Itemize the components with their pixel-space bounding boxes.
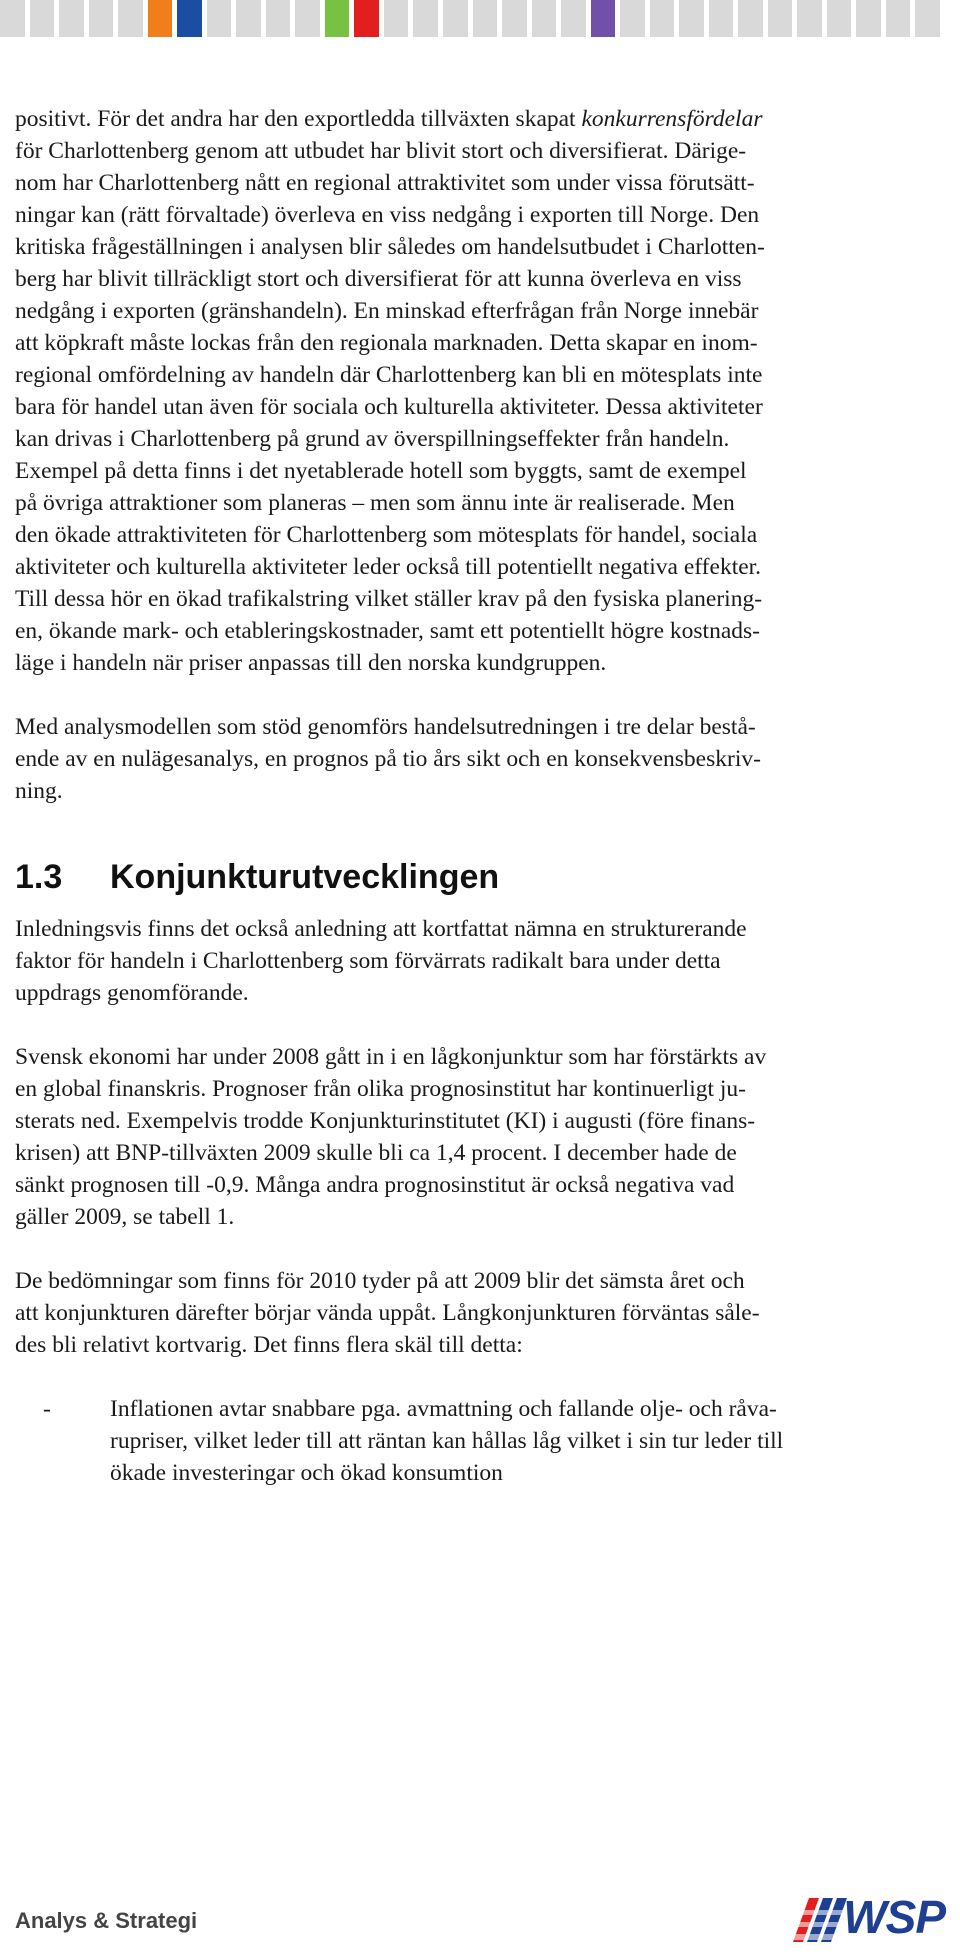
color-bar-segment (413, 0, 438, 37)
color-bar-segment (118, 0, 143, 37)
color-bar-segment (148, 0, 173, 37)
color-bar-segment (738, 0, 763, 37)
color-bar-segment (502, 0, 527, 37)
color-bar-segment (768, 0, 793, 37)
color-bar-segment (325, 0, 350, 37)
section-number: 1.3 (15, 858, 63, 896)
color-bar-segment (915, 0, 940, 37)
paragraph-structural-factor: Inledningsvis finns det också anledning att kortfattat nämna en strukturerande faktor för handeln i Charlottenberg som förvärrats radikalt bara under detta uppdrags genomförande. (15, 916, 747, 1006)
color-bar-segment (532, 0, 557, 37)
header-color-bar (0, 0, 940, 37)
reasons-list (15, 1393, 940, 1489)
color-bar-segment (886, 0, 911, 37)
paragraph-analysis-model: Med analysmodellen som stöd genomförs handelsutredningen i tre delar bestå- ende av en nulägesanalys, en prognos på tio års sikt och en konsekvensbeskriv- ning. (15, 714, 761, 804)
color-bar-segment (59, 0, 84, 37)
color-bar-segment (591, 0, 616, 37)
emphasized-term: konkurrensfördelar (581, 106, 763, 132)
color-bar-segment (650, 0, 675, 37)
color-bar-segment (236, 0, 261, 37)
color-bar-segment (561, 0, 586, 37)
color-bar-segment (207, 0, 232, 37)
color-bar-segment (354, 0, 379, 37)
color-bar-segment (384, 0, 409, 37)
color-bar-segment (443, 0, 468, 37)
footer-label: Analys & Strategi (15, 1908, 198, 1933)
paragraph-swedish-economy: Svensk ekonomi har under 2008 gått in i en lågkonjunktur som har förstärkts av en global finanskris. Prognoser från olika prognosinstitut har kontinuerligt ju- sterats ned. Exempelvis trodde Konjunkturinstitutet (KI) i augusti (före finans- krisen) att BNP-tillväxten 2009 skulle bli ca 1,4 procent. I december hade de sänkt prognosen till -0,9. Många andra prognosinstitut är också negativa vad gäller 2009, se tabell 1. (15, 1044, 767, 1230)
color-bar-segment (0, 0, 25, 37)
paragraph-intro: positivt. För det andra har den exportledda tillväxten skapat konkurrensfördelar för Charlottenberg genom att utbudet har blivit stort och diversifierat. Därige- nom har Charlottenberg nått en regional attraktivitet som under vissa förutsätt- ningar kan (rätt förvaltade) överleva en viss nedgång i exporten till Norge. Den kritiska frågeställningen i analysen blir således om handelsutbudet i Charlotten- berg har blivit tillräckligt stort och diversifierat för att kunna överleva en viss nedgång i exporten (gränshandeln). En minskad efterfrågan från Norge innebär att köpkraft måste lockas från den regionala marknaden. Detta skapar en inom- regional omfördelning av handeln där Charlottenberg kan bli en mötesplats inte bara för handel utan även för sociala och kulturella aktiviteter. Dessa aktiviteter kan drivas i Charlottenberg på grund av överspillningseffekter från handeln. Exempel på detta finns i det nyetablerade hotell som byggts, samt de exempel på övriga attraktioner som planeras – men som ännu inte är realiserade. Men den ökade attraktiviteten för Charlottenberg som mötesplats för handel, sociala aktiviteter och kulturella aktiviteter leder också till potentiellt negativa effekter. Till dessa hör en ökad trafikalstring vilket ställer krav på den fysiska planering- en, ökande mark- och etableringskostnader, samt ett potentiellt högre kostnads- läge i handeln när priser anpassas till den norska kundgruppen. (15, 106, 765, 676)
wsp-logo-text: WSP (843, 1891, 945, 1943)
list-item (15, 1393, 940, 1489)
wsp-logo (791, 1890, 945, 1944)
section-title: Konjunkturutvecklingen (110, 858, 500, 896)
color-bar-segment (679, 0, 704, 37)
paragraph-forecast-2010: De bedömningar som finns för 2010 tyder på att 2009 blir det sämsta året och att konjunkturen därefter börjar vända uppåt. Långkonjunkturen förväntas såle- des bli relativt kortvarig. Det finns flera skäl till detta: (15, 1268, 760, 1358)
color-bar-segment (856, 0, 881, 37)
color-bar-segment (797, 0, 822, 37)
color-bar-segment (827, 0, 852, 37)
color-bar-segment (620, 0, 645, 37)
color-bar-segment (177, 0, 202, 37)
list-item-text: Inflationen avtar snabbare pga. avmattning och fallande olje- och råva- rupriser, vilket leder till att räntan kan hållas låg vilket i sin tur leder till ökade investeringar och ökad konsumtion (110, 1396, 784, 1486)
color-bar-segment (709, 0, 734, 37)
color-bar-segment (295, 0, 320, 37)
color-bar-segment (89, 0, 114, 37)
page-content (15, 103, 940, 1489)
color-bar-segment (473, 0, 498, 37)
color-bar-segment (266, 0, 291, 37)
list-marker: - (43, 1396, 51, 1422)
section-heading (15, 857, 940, 897)
wsp-logo-mark-icon (791, 1890, 849, 1944)
color-bar-segment (30, 0, 55, 37)
